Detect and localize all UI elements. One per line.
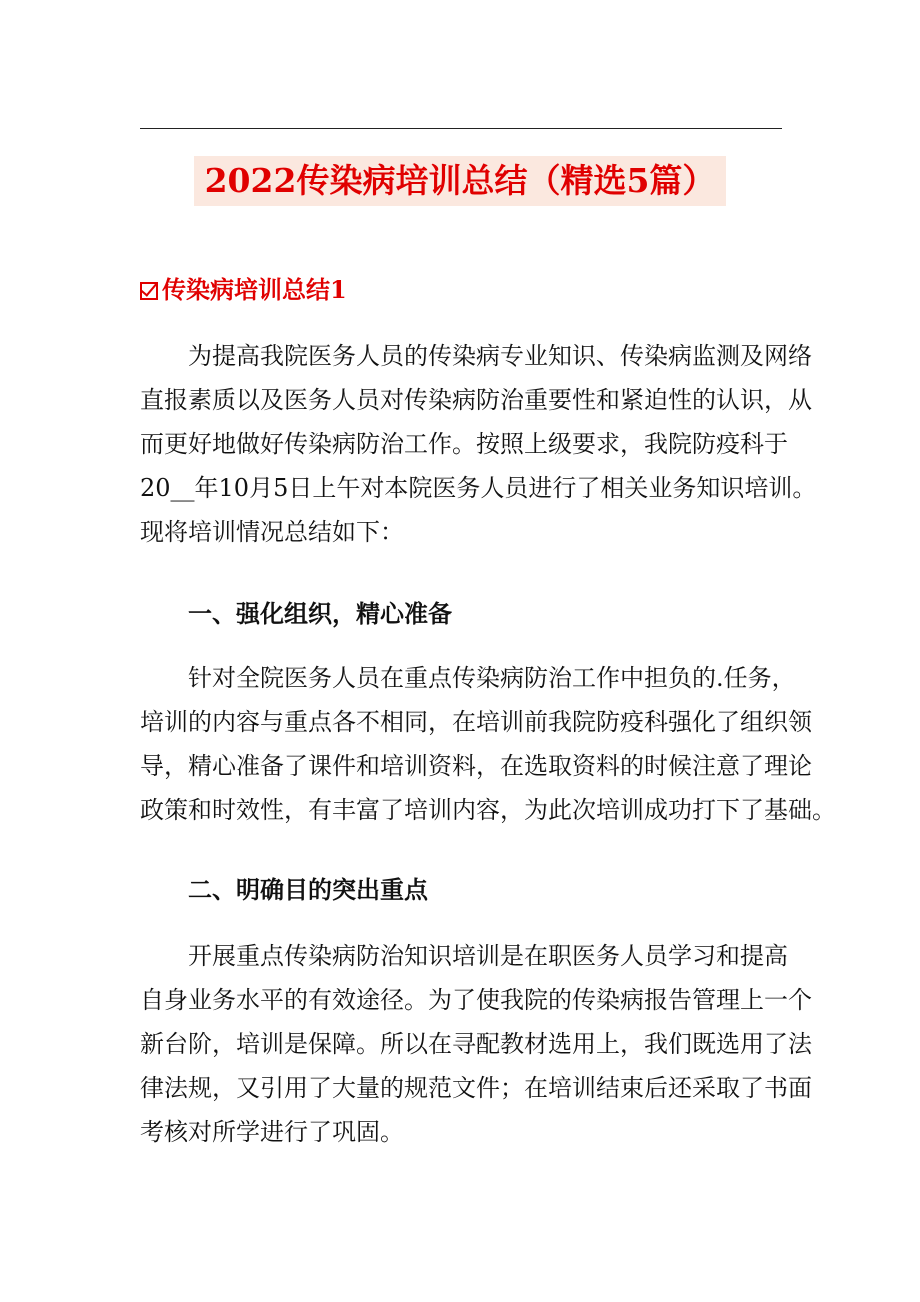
paragraph-line: 而更好地做好传染病防治工作。按照上级要求，我院防疫科于 bbox=[140, 430, 788, 458]
paragraph-line: 为提高我院医务人员的传染病专业知识、传染病监测及网络 bbox=[188, 342, 812, 370]
paragraph-line: 政策和时效性，有丰富了培训内容，为此次培训成功打下了基础。 bbox=[140, 796, 836, 824]
document-title: 2022传染病培训总结（精选5篇） bbox=[204, 161, 716, 200]
paragraph-line: 导，精心准备了课件和培训资料，在选取资料的时候注意了理论 bbox=[140, 752, 812, 780]
title-highlight bbox=[194, 156, 726, 206]
paragraph-line: 开展重点传染病防治知识培训是在职医务人员学习和提高 bbox=[188, 942, 788, 970]
paragraph-3 bbox=[140, 934, 812, 1154]
paragraph-line: 直报素质以及医务人员对传染病防治重要性和紧迫性的认识，从 bbox=[140, 386, 812, 414]
paragraph-line: 现将培训情况总结如下： bbox=[140, 518, 404, 546]
paragraph-line: 培训的内容与重点各不相同，在培训前我院防疫科强化了组织领 bbox=[140, 708, 812, 736]
paragraph-line: 新台阶，培训是保障。所以在寻配教材选用上，我们既选用了法 bbox=[140, 1030, 812, 1058]
paragraph-1 bbox=[140, 334, 817, 554]
section-heading-text: 传染病培训总结1 bbox=[162, 275, 347, 304]
paragraph-line: 针对全院医务人员在重点传染病防治工作中担负的.任务， bbox=[188, 664, 796, 692]
subheading-1: 一、强化组织，精心准备 bbox=[188, 599, 452, 628]
paragraph-line: 律法规，又引用了大量的规范文件；在培训结束后还采取了书面 bbox=[140, 1074, 812, 1102]
section-heading bbox=[140, 270, 347, 310]
paragraph-2 bbox=[140, 656, 836, 832]
subheading-2: 二、明确目的突出重点 bbox=[188, 875, 428, 904]
paragraph-line: 自身业务水平的有效途径。为了使我院的传染病报告管理上一个 bbox=[140, 986, 812, 1014]
paragraph-line: 20__年10月5日上午对本院医务人员进行了相关业务知识培训。 bbox=[140, 474, 817, 502]
paragraph-line: 考核对所学进行了巩固。 bbox=[140, 1118, 404, 1146]
checkbox-icon bbox=[140, 282, 158, 300]
header-rule bbox=[140, 128, 782, 129]
